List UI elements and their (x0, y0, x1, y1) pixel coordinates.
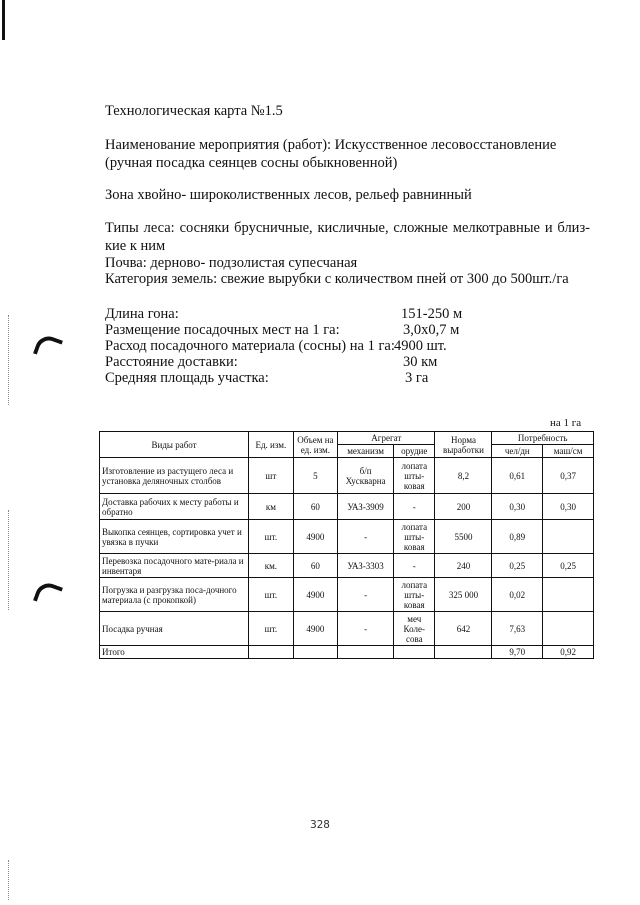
param-label: Средняя площадь участка: (105, 370, 269, 386)
param-value: 3,0х0,7 м (403, 322, 460, 338)
param-label: Длина гона: (105, 306, 179, 322)
cell-unit: шт. (249, 612, 294, 646)
cell-total-label: Итого (100, 646, 249, 659)
cell-man-days: 0,02 (492, 578, 543, 612)
cell-work: Доставка рабочих к месту работы и обратно (100, 494, 249, 520)
cell-mechanism: - (338, 520, 394, 554)
zone-description: Зона хвойно- широколиственных лесов, рельеф равнинный (105, 187, 472, 203)
page-number: 328 (310, 818, 330, 831)
cell-unit: км. (249, 554, 294, 578)
cell-empty (338, 646, 394, 659)
cell-mechanism: б/п Хускварна (338, 458, 394, 494)
cell-unit: шт (249, 458, 294, 494)
cell-norm: 200 (435, 494, 492, 520)
cell-norm: 240 (435, 554, 492, 578)
cell-empty (394, 646, 435, 659)
header-need-group: Потребность (492, 432, 594, 445)
cell-volume: 4900 (293, 520, 338, 554)
param-label: Размещение посадочных мест на 1 га: (105, 322, 340, 338)
document-title: Технологическая карта №1.5 (105, 103, 283, 119)
cell-work: Перевозка посадочного мате-риала и инвентаря (100, 554, 249, 578)
header-mechanism: механизм (338, 445, 394, 458)
forest-types: Типы леса: сосняки брусничные, кисличные, сложные мелкотравные и близ- кие к ним (105, 220, 590, 254)
cell-norm: 5500 (435, 520, 492, 554)
param-label: Расстояние доставки: (105, 354, 238, 370)
cell-tool: - (394, 554, 435, 578)
param-value: 4900 шт. (394, 338, 447, 354)
cell-work: Погрузка и разгрузка поса-дочного материала (с прокопкой) (100, 578, 249, 612)
cell-mechanism: УАЗ-3303 (338, 554, 394, 578)
cell-tool: лопата шты-ковая (394, 458, 435, 494)
header-man-days: чел/дн (492, 445, 543, 458)
header-tool: орудие (394, 445, 435, 458)
activity-description: Наименование мероприятия (работ): Искусственное лесовосстановление (ручная посадка сеянцев сосны обыкновенной) (105, 137, 557, 171)
cell-machine-shifts: 0,30 (543, 494, 594, 520)
cell-total-machine-shifts: 0,92 (543, 646, 594, 659)
table-row (100, 578, 594, 612)
cell-volume: 4900 (293, 578, 338, 612)
scan-binding-mark (33, 333, 63, 362)
cell-mechanism: УАЗ-3909 (338, 494, 394, 520)
table-header-row (100, 432, 594, 445)
param-label: Расход посадочного материала (сосны) на 1 га: (105, 338, 395, 354)
cell-volume: 4900 (293, 612, 338, 646)
cell-tool: меч Коле-сова (394, 612, 435, 646)
cell-man-days: 0,89 (492, 520, 543, 554)
header-unit: Ед. изм. (249, 432, 294, 458)
table-row (100, 520, 594, 554)
cell-machine-shifts: 0,37 (543, 458, 594, 494)
cell-empty (435, 646, 492, 659)
cell-man-days: 0,61 (492, 458, 543, 494)
cell-tool: лопата шты-ковая (394, 578, 435, 612)
cell-norm: 642 (435, 612, 492, 646)
cell-norm: 325 000 (435, 578, 492, 612)
scan-dotted-line (8, 510, 10, 610)
scan-dotted-line (8, 315, 10, 405)
cell-volume: 5 (293, 458, 338, 494)
cell-work: Выкопка сеянцев, сортировка учет и увязка в пучки (100, 520, 249, 554)
cell-work: Изготовление из растущего леса и установка деляночных столбов (100, 458, 249, 494)
header-machine-shifts: маш/см (543, 445, 594, 458)
table-row (100, 494, 594, 520)
cell-machine-shifts (543, 578, 594, 612)
soil-description: Почва: дерново- подзолистая супесчаная (105, 255, 358, 271)
cell-unit: км (249, 494, 294, 520)
header-work: Виды работ (100, 432, 249, 458)
cell-machine-shifts (543, 612, 594, 646)
scan-dotted-line (8, 860, 10, 900)
land-category: Категория земель: свежие вырубки с количеством пней от 300 до 500шт./га (105, 271, 569, 287)
cell-mechanism: - (338, 612, 394, 646)
header-volume: Объем на ед. изм. (293, 432, 338, 458)
table-row (100, 612, 594, 646)
param-value: 151-250 м (401, 306, 463, 322)
cell-tool: - (394, 494, 435, 520)
cell-volume: 60 (293, 554, 338, 578)
param-value: 3 га (405, 370, 429, 386)
table-row (100, 554, 594, 578)
scan-binding-mark (33, 580, 63, 609)
cell-man-days: 7,63 (492, 612, 543, 646)
cell-man-days: 0,25 (492, 554, 543, 578)
cell-machine-shifts (543, 520, 594, 554)
cell-norm: 8,2 (435, 458, 492, 494)
cell-man-days: 0,30 (492, 494, 543, 520)
cell-mechanism: - (338, 578, 394, 612)
cell-work: Посадка ручная (100, 612, 249, 646)
table-total-row (100, 646, 594, 659)
scan-edge-mark (2, 0, 5, 40)
table-row (100, 458, 594, 494)
cell-empty (293, 646, 338, 659)
cell-total-man-days: 9,70 (492, 646, 543, 659)
work-table (99, 431, 594, 659)
table-caption: на 1 га (550, 417, 582, 429)
cell-unit: шт. (249, 578, 294, 612)
cell-empty (249, 646, 294, 659)
param-value: 30 км (403, 354, 438, 370)
header-unit-group: Агрегат (338, 432, 435, 445)
cell-machine-shifts: 0,25 (543, 554, 594, 578)
header-norm: Норма выработки (435, 432, 492, 458)
cell-volume: 60 (293, 494, 338, 520)
cell-tool: лопата шты-ковая (394, 520, 435, 554)
cell-unit: шт. (249, 520, 294, 554)
